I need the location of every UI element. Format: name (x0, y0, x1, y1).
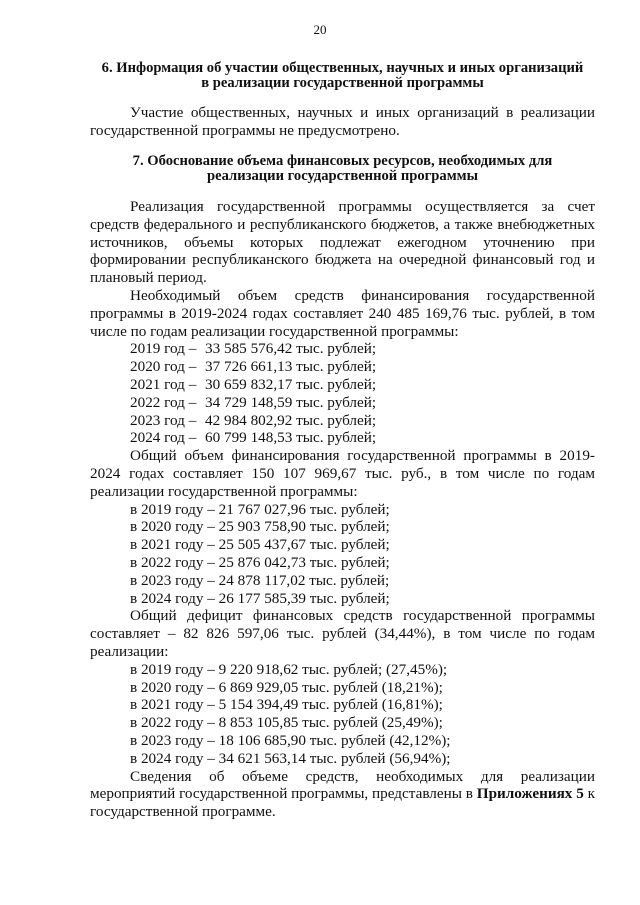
list-item-year: 2021 год – (130, 375, 197, 393)
list-item-amount: 34 729 148,59 тыс. рублей; (205, 393, 377, 411)
list-item: в 2022 году – 25 876 042,73 тыс. рублей; (130, 553, 390, 571)
list-item-amount: 42 984 802,92 тыс. рублей; (205, 411, 377, 429)
list-item-year: 2024 год – (130, 429, 197, 447)
list-item: в 2024 году – 34 621 563,14 тыс. рублей (56,94%); (130, 749, 451, 767)
list-item: в 2024 году – 26 177 585,39 тыс. рублей; (130, 589, 390, 607)
section-7-title-line-2: реализации государственной программы (207, 168, 478, 184)
list-item: в 2020 году – 25 903 758,90 тыс. рублей; (130, 518, 390, 536)
paragraph-implementation: Реализация государственной программы осуществляется за счет средств федерального и республиканского бюджетов, а также внебюджетных источников, объемы которых подлежат ежегодном уточнению при формировании республиканского бюджета на очередной финансовый год и плановый период. (90, 198, 595, 287)
list-item-year: 2023 год – (130, 411, 197, 429)
list-item (90, 340, 595, 358)
section-7-title-line-1: 7. Обоснование объема финансовых ресурсов, необходимых для (132, 153, 553, 169)
list-item-amount: 33 585 576,42 тыс. рублей; (205, 340, 377, 358)
appendix-link-text: Приложениях 5 (476, 785, 584, 803)
list-item (90, 358, 595, 376)
list-item: в 2022 году – 8 853 105,85 тыс. рублей (25,49%); (130, 714, 443, 732)
list-item-year: 2022 год – (130, 393, 197, 411)
list-item-year: 2020 год – (130, 358, 197, 376)
section-6-heading (90, 61, 595, 91)
list-item (90, 412, 595, 430)
list-item: в 2023 году – 18 106 685,90 тыс. рублей (42,12%); (130, 731, 451, 749)
list-item-amount: 30 659 832,17 тыс. рублей; (205, 375, 377, 393)
paragraph-appendix-reference (90, 768, 595, 821)
list-item: в 2020 году – 6 869 929,05 тыс. рублей (18,21%); (130, 678, 443, 696)
appendix-text-before: Сведения об объеме средств, необходимых для реализации мероприятий государственной программы, представлены в (90, 767, 595, 803)
section-7-body (90, 198, 595, 821)
section-6-body (90, 104, 595, 140)
section-6-paragraph: Участие общественных, научных и иных организаций в реализации государственной программы не предусмотрено. (90, 104, 595, 139)
list-item-amount: 37 726 661,13 тыс. рублей; (205, 358, 377, 376)
page-number: 20 (313, 22, 327, 37)
list-item (90, 376, 595, 394)
appendix-text-after: к государственной программе. (90, 785, 595, 821)
list-item (90, 429, 595, 447)
list-item-year: 2019 год – (130, 340, 197, 358)
list-item: в 2019 году – 21 767 027,96 тыс. рублей; (130, 500, 390, 518)
paragraph-required-volume: Необходимый объем средств финансирования государственной программы в 2019-2024 годах составляет 240 485 169,76 тыс. рублей, в том числе по годам реализации государственной программы: (90, 286, 595, 340)
list-item: в 2019 году – 9 220 918,62 тыс. рублей; (27,45%); (130, 660, 448, 678)
list-item (90, 394, 595, 412)
section-7-heading (90, 154, 595, 184)
list-item-amount: 60 799 148,53 тыс. рублей; (205, 429, 377, 447)
list-item: в 2021 году – 5 154 394,49 тыс. рублей (16,81%); (130, 696, 443, 714)
list-item: в 2023 году – 24 878 117,02 тыс. рублей; (130, 571, 390, 589)
list-item: в 2021 году – 25 505 437,67 тыс. рублей; (130, 536, 390, 554)
section-6-title-line-1: 6. Информация об участии общественных, научных и иных организаций (101, 60, 584, 76)
paragraph-deficit: Общий дефицит финансовых средств государственной программы составляет – 82 826 597,06 тыс. рублей (34,44%), в том числе по годам реализации: (90, 607, 595, 660)
paragraph-total-financing: Общий объем финансирования государственной программы в 2019-2024 годах составляет 150 107 969,67 тыс. руб., в том числе по годам реализации государственной программы: (90, 447, 595, 500)
section-6-title-line-2: в реализации государственной программы (201, 75, 484, 91)
